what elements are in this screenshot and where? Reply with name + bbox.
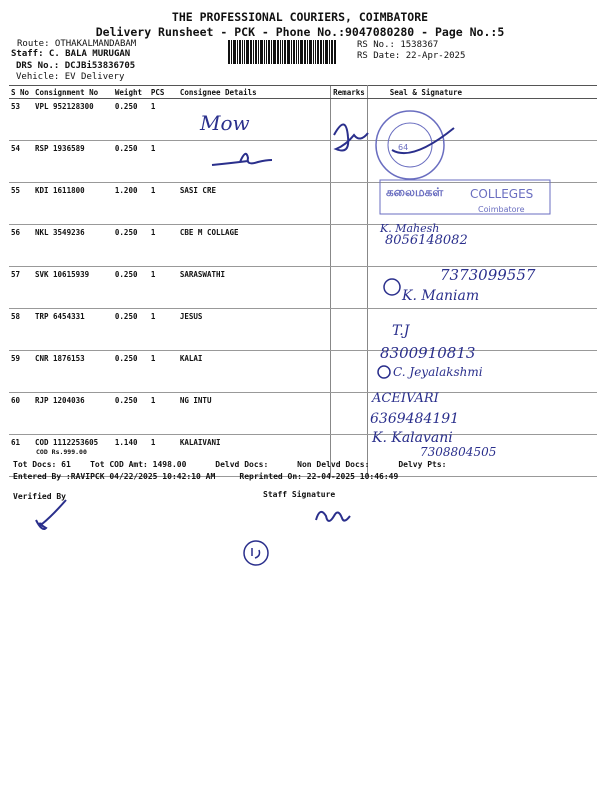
cell-sno: 53 [9,99,33,141]
cell-sno: 61 [9,435,33,477]
svg-text:COLLEGES: COLLEGES [470,187,534,201]
handwriting-r56-phone: 8056148082 [385,233,468,248]
table-row [9,141,597,183]
col-seal: Seal & Signature [367,86,597,99]
staff-label: Staff: C. BALA MURUGAN [11,49,131,59]
staff-signature [316,512,350,521]
cell-consignee: NG INTU [178,393,331,435]
handwriting-r61-name: K. Kalavani [372,430,453,446]
cell-remarks [331,435,368,477]
cell-consignee: KALAI [178,351,331,393]
cell-sno: 60 [9,393,33,435]
handwriting-r60-name: ACEIVARI [372,391,439,406]
verified-by-label: Verified By [13,492,66,501]
cell-remarks [331,393,368,435]
cell-consignment: COD 1112253605 [33,435,113,477]
svg-text:64: 64 [398,143,409,152]
cell-pcs: 1 [149,435,178,477]
cell-sno: 57 [9,267,33,309]
col-consignment: Consignment No [33,86,113,99]
handwriting-r57-name: K. Maniam [402,288,480,304]
cell-seal [367,99,597,141]
entered-by-line: Entered By :RAVIPCK 04/22/2025 10:42:10 AM Reprinted On: 22-04-2025 10:46:49 [13,472,399,481]
svg-text:Coimbatore: Coimbatore [478,205,525,214]
cell-seal [367,225,597,267]
cell-weight: 0.250 [113,393,149,435]
cell-consignee: SARASWATHI [178,267,331,309]
route-label: Route: OTHAKALMANDABAM [17,39,137,49]
cell-remarks [331,267,368,309]
staff-signature-label: Staff Signature [263,490,336,499]
handwriting-r59-phone: 8300910813 [380,344,476,362]
table-row [9,183,597,225]
col-pcs: PCS [149,86,178,99]
cell-consignee [178,141,331,183]
cell-pcs: 1 [149,267,178,309]
svg-text:கலைமகள்: கலைமகள் [386,185,444,199]
cell-pcs: 1 [149,351,178,393]
cell-consignee: JESUS [178,309,331,351]
table-row [9,99,597,141]
cell-sno: 56 [9,225,33,267]
cell-weight: 0.250 [113,99,149,141]
handwriting-r56-name: K. Mahesh [380,222,440,235]
table-row [9,225,597,267]
cell-pcs: 1 [149,141,178,183]
cell-remarks [331,351,368,393]
totals-line: Tot Docs: 61 Tot COD Amt: 1498.00 Delvd Docs: Non Delvd Docs: Delvy Pts: [13,460,447,469]
cell-sno: 58 [9,309,33,351]
cell-pcs: 1 [149,99,178,141]
cell-weight: 0.250 [113,351,149,393]
vehicle-label: Vehicle: EV Delivery [16,72,125,82]
table-row [9,267,597,309]
cell-consignment: KDI 1611800 [33,183,113,225]
smiley-doodle [244,541,268,565]
handwriting-r60-phone: 6369484191 [370,411,460,427]
cell-weight: 1.140 [113,435,149,477]
cell-consignee: CBE M COLLAGE [178,225,331,267]
cell-seal [367,309,597,351]
col-consignee: Consignee Details [178,86,331,99]
handwriting-r61-phone: 7308804505 [420,445,497,459]
barcode [228,40,352,64]
table-row [9,435,597,477]
report-subtitle: Delivery Runsheet - PCK - Phone No.:9047080280 - Page No.:5 [95,25,505,39]
table-header-row [9,86,597,99]
cell-sno: 59 [9,351,33,393]
cell-pcs: 1 [149,309,178,351]
cell-remarks [331,309,368,351]
cell-seal [367,267,597,309]
cell-pcs: 1 [149,225,178,267]
cell-consignment: VPL 952128300 [33,99,113,141]
cell-consignee: SASI CRE [178,183,331,225]
col-remarks: Remarks [331,86,368,99]
cell-pcs: 1 [149,393,178,435]
cell-remarks [331,141,368,183]
table-row [9,309,597,351]
cell-sno: 54 [9,141,33,183]
cell-remarks [331,183,368,225]
verified-signature [36,500,66,529]
cell-weight: 0.250 [113,309,149,351]
report-title: THE PROFESSIONAL COURIERS, COIMBATORE [171,10,429,24]
cell-remarks [331,225,368,267]
cell-consignment: CNR 1876153 [33,351,113,393]
handwriting-r59-name: C. Jeyalakshmi [393,365,483,379]
handwriting-r53: Mow [200,111,250,135]
cell-seal [367,141,597,183]
cell-weight: 0.250 [113,141,149,183]
table-row [9,351,597,393]
cell-remarks [331,99,368,141]
col-weight: Weight [113,86,149,99]
cell-consignee: KALAIVANI [178,435,331,477]
cell-consignee [178,99,331,141]
cell-pcs: 1 [149,183,178,225]
cell-consignment: SVK 10615939 [33,267,113,309]
cod-note: COD Rs.999.00 [36,448,87,456]
rs-number: RS No.: 1538367 [357,40,439,50]
runsheet-table [9,85,597,477]
table-row [9,393,597,435]
cell-seal [367,435,597,477]
cell-weight: 0.250 [113,267,149,309]
cell-seal [367,183,597,225]
handwriting-r57-phone: 7373099557 [440,266,536,284]
cell-seal [367,351,597,393]
cell-consignment: NKL 3549236 [33,225,113,267]
cell-weight: 1.200 [113,183,149,225]
cell-sno: 55 [9,183,33,225]
cell-consignment: RSP 1936589 [33,141,113,183]
cell-consignment: RJP 1204036 [33,393,113,435]
cell-seal [367,393,597,435]
rs-date: RS Date: 22-Apr-2025 [357,51,466,61]
col-sno: S No [9,86,33,99]
cell-weight: 0.250 [113,225,149,267]
cell-consignment: TRP 6454331 [33,309,113,351]
drs-label: DRS No.: DCJBi53836705 [16,61,136,71]
handwriting-r58: T.J [392,323,410,339]
